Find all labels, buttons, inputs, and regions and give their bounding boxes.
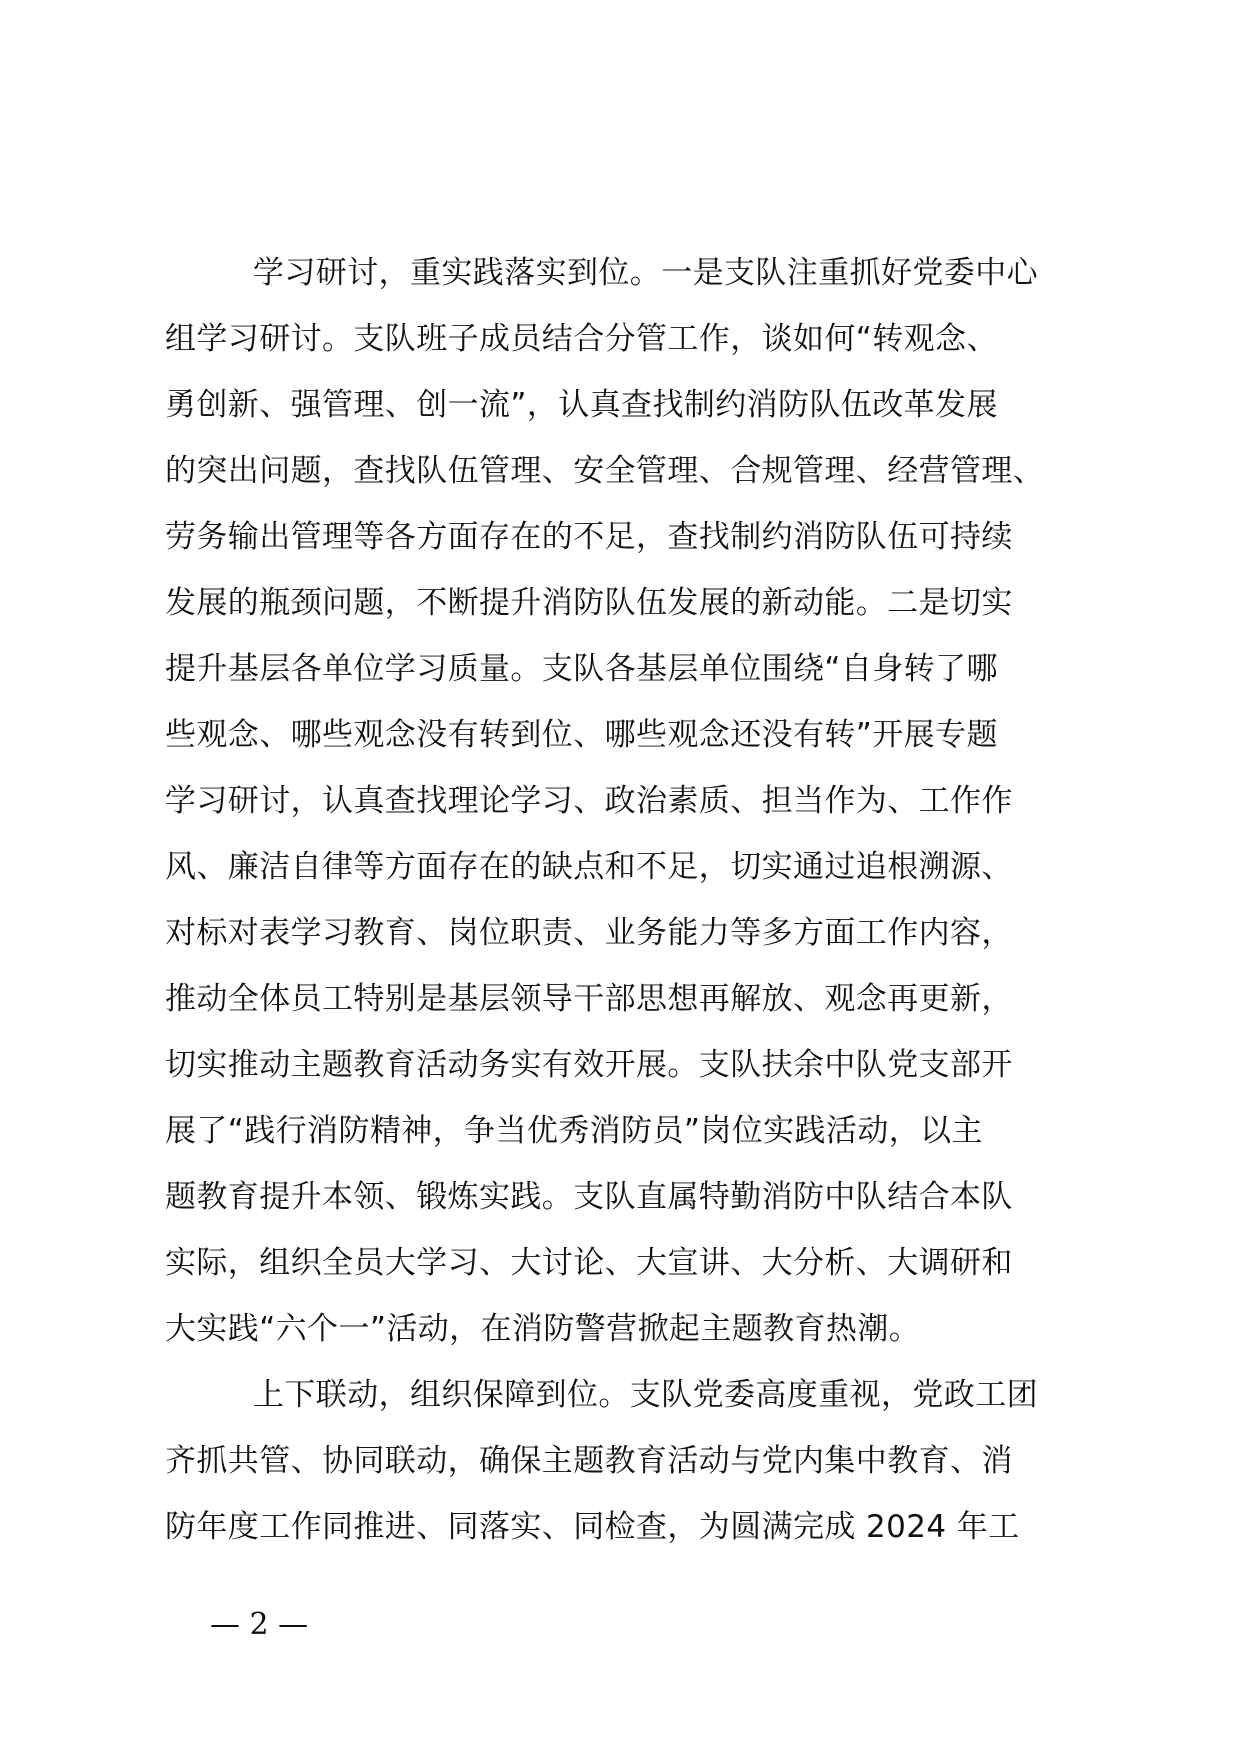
paragraph-line: 勇创新、强管理、创一流”，认真查找制约消防队伍改革发展: [165, 387, 998, 423]
paragraph-line: 推动全体员工特别是基层领导干部思想再解放、观念再更新，: [165, 981, 1013, 1017]
paragraph-line: 上下联动，组织保障到位。支队党委高度重视，党政工团: [253, 1377, 1038, 1413]
paragraph-line: 学习研讨，重实践落实到位。一是支队注重抓好党委中心: [253, 255, 1038, 291]
paragraph-line: 题教育提升本领、锻炼实践。支队直属特勤消防中队结合本队: [165, 1179, 1013, 1215]
paragraph-line: 齐抓共管、协同联动，确保主题教育活动与党内集中教育、消: [165, 1443, 1013, 1479]
paragraph-line: 的突出问题，查找队伍管理、安全管理、合规管理、经营管理、: [165, 453, 1045, 489]
paragraph-line: 切实推动主题教育活动务实有效开展。支队扶余中队党支部开: [165, 1047, 1013, 1083]
paragraph-line: 学习研讨，认真查找理论学习、政治素质、担当作为、工作作: [165, 783, 1013, 819]
paragraph-line: 提升基层各单位学习质量。支队各基层单位围绕“自身转了哪: [165, 651, 998, 687]
paragraph-line: 发展的瓶颈问题，不断提升消防队伍发展的新动能。二是切实: [165, 585, 1013, 621]
paragraph-line: 防年度工作同推进、同落实、同检查，为圆满完成 2024 年工: [165, 1509, 1020, 1545]
paragraph-line: 风、廉洁自律等方面存在的缺点和不足，切实通过追根溯源、: [165, 849, 1013, 885]
paragraph-line: 对标对表学习教育、岗位职责、业务能力等多方面工作内容，: [165, 915, 1013, 951]
paragraph-line: 些观念、哪些观念没有转到位、哪些观念还没有转”开展专题: [165, 717, 998, 753]
paragraph-line: 大实践“六个一”活动，在消防警营掀起主题教育热潮。: [165, 1311, 921, 1347]
paragraph-line: 劳务输出管理等各方面存在的不足，查找制约消防队伍可持续: [165, 519, 1013, 555]
page-number: — 2 —: [210, 1607, 309, 1642]
document-body: [165, 240, 1105, 1560]
paragraph-line: 实际，组织全员大学习、大讨论、大宣讲、大分析、大调研和: [165, 1245, 1013, 1281]
paragraph-line: 展了“践行消防精神，争当优秀消防员”岗位实践活动，以主: [165, 1113, 983, 1149]
paragraph-line: 组学习研讨。支队班子成员结合分管工作，谈如何“转观念、: [165, 321, 998, 357]
